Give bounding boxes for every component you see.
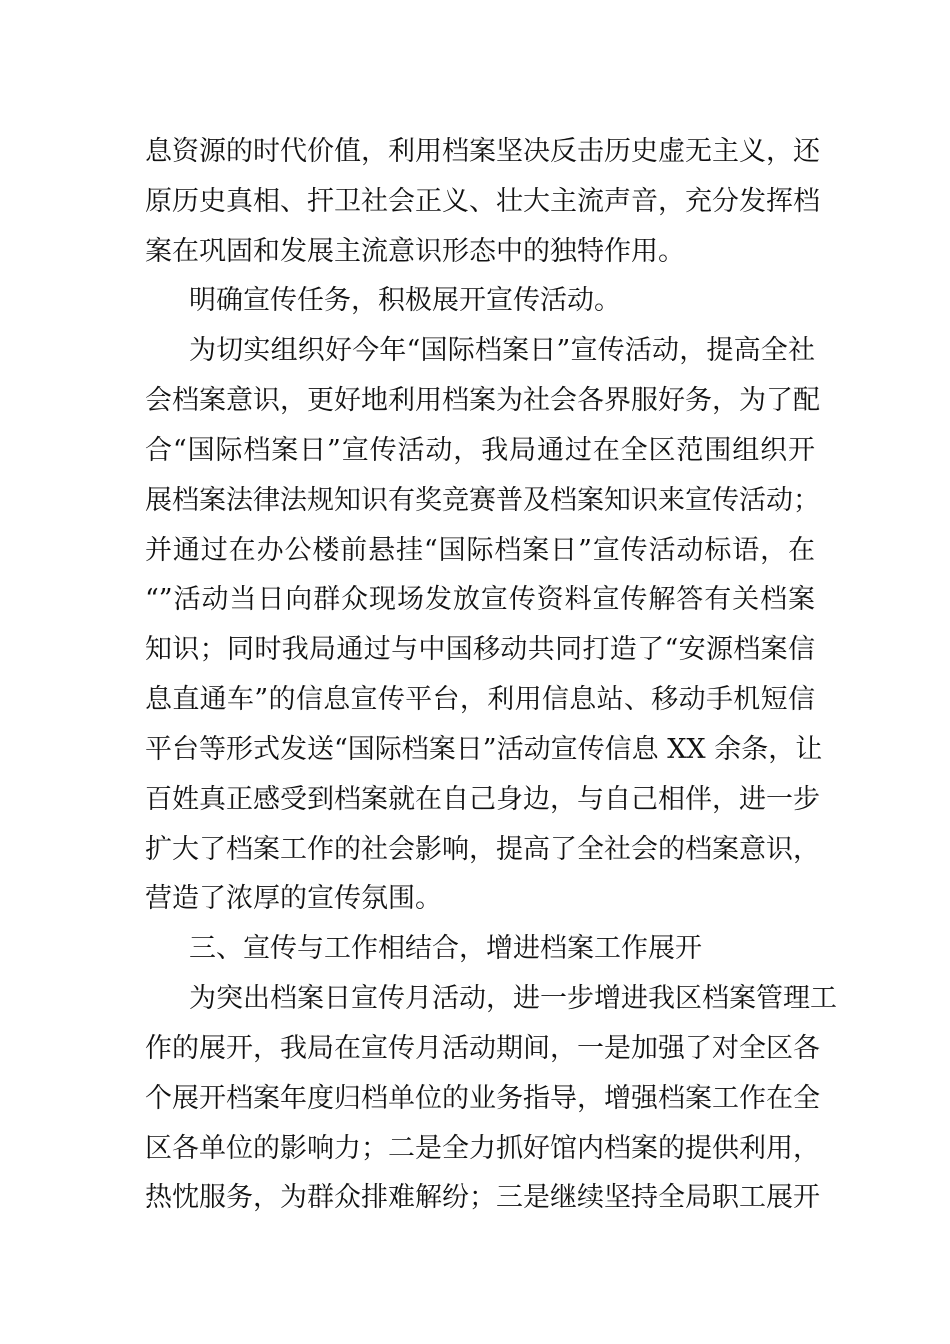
text-line: 合“国际档案日”宣传活动，我局通过在全区范围组织开 xyxy=(145,435,815,466)
text-line: 息资源的时代价值，利用档案坚决反击历史虚无主义，还 xyxy=(145,136,820,167)
text-line: 息直通车”的信息宣传平台，利用信息站、移动手机短信 xyxy=(145,684,815,715)
text-line: 区各单位的影响力；二是全力抓好馆内档案的提供利用， xyxy=(145,1133,820,1164)
text-line: 扩大了档案工作的社会影响，提高了全社会的档案意识， xyxy=(145,834,820,865)
text-line: 为切实组织好今年“国际档案日”宣传活动，提高全社 xyxy=(189,335,815,366)
text-line: 会档案意识，更好地利用档案为社会各界服好务，为了配 xyxy=(145,385,820,416)
text-line: 并通过在办公楼前悬挂“国际档案日”宣传活动标语，在 xyxy=(145,535,815,566)
text-line: 平台等形式发送“国际档案日”活动宣传信息 XX 余条，让 xyxy=(145,734,823,765)
text-line: 百姓真正感受到档案就在自己身边，与自己相伴，进一步 xyxy=(145,784,820,815)
section-heading: 三、宣传与工作相结合，增进档案工作展开 xyxy=(189,933,702,964)
text-line: 作的展开，我局在宣传月活动期间，一是加强了对全区各 xyxy=(145,1033,820,1064)
text-line: 展档案法律法规知识有奖竞赛普及档案知识来宣传活动； xyxy=(145,485,820,516)
text-line: “”活动当日向群众现场发放宣传资料宣传解答有关档案 xyxy=(145,584,815,615)
text-line: 为突出档案日宣传月活动，进一步增进我区档案管理工 xyxy=(189,983,837,1014)
text-line: 案在巩固和发展主流意识形态中的独特作用。 xyxy=(145,236,685,267)
text-line: 热忱服务，为群众排难解纷；三是继续坚持全局职工展开 xyxy=(145,1182,820,1213)
text-line: 营造了浓厚的宣传氛围。 xyxy=(145,883,442,914)
text-line: 个展开档案年度归档单位的业务指导，增强档案工作在全 xyxy=(145,1083,820,1114)
text-line: 知识；同时我局通过与中国移动共同打造了“安源档案信 xyxy=(145,634,815,665)
text-line: 原历史真相、扞卫社会正义、壮大主流声音，充分发挥档 xyxy=(145,186,820,217)
text-line: 明确宣传任务，积极展开宣传活动。 xyxy=(189,285,621,316)
